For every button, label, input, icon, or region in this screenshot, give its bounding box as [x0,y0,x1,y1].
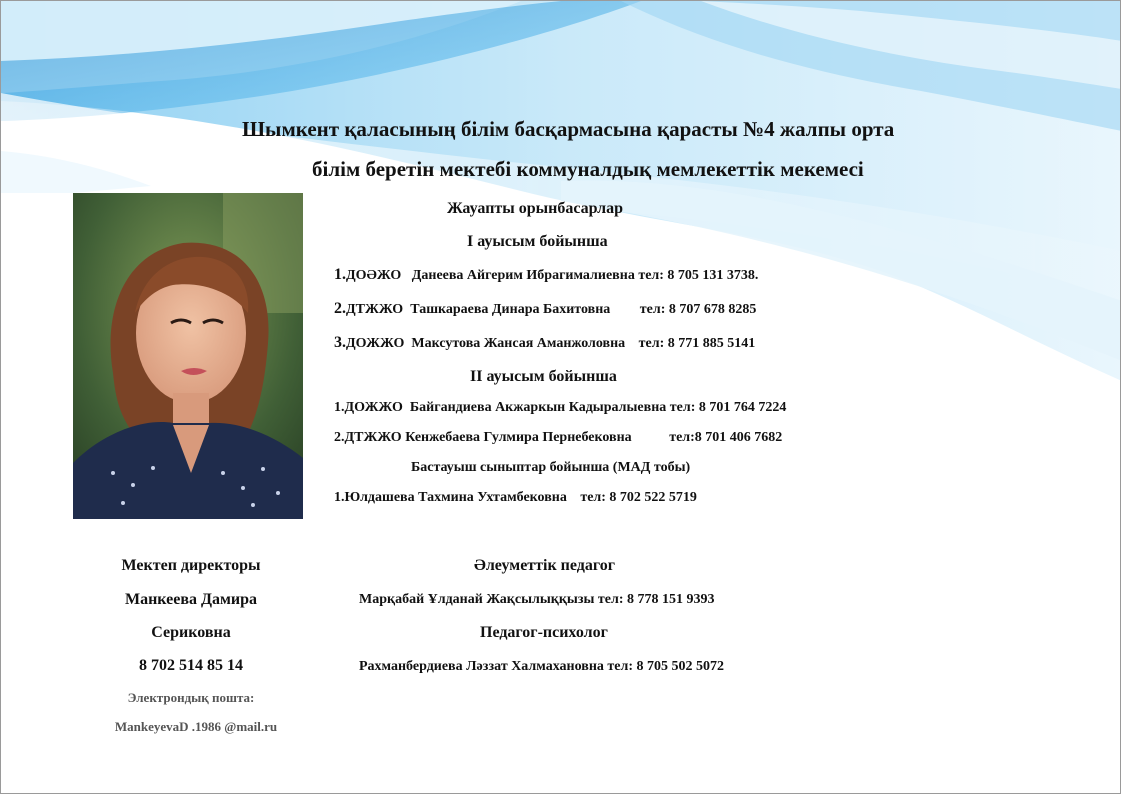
item-number: 3. [334,334,346,351]
director-phone: 8 702 514 85 14 [139,657,243,674]
item-name: Данеева Айгерим Ибрагималиевна [411,268,635,283]
item-position: ДОЖЖО [346,336,405,351]
item-phone: тел: 8 771 885 5141 [638,336,756,351]
item-phone: тел: 8 702 522 5719 [580,490,697,505]
psychologist-line: Рахманбердиева Ләззат Халмахановна тел: 8 705 502 5072 [359,659,724,674]
item-phone: тел: 8 701 764 7224 [669,400,787,415]
social-pedagogue-line: Марқабай Ұлданай Жақсылыққызы тел: 8 778 151 9393 [359,592,715,607]
deputies-heading: Жауапты орынбасарлар [447,200,624,217]
director-heading: Мектеп директоры [121,557,261,574]
item-phone: тел: 8 707 678 8285 [639,302,757,317]
item-name: Кенжебаева Гулмира Пернебековна [405,430,632,445]
school-title-line1: Шымкент қаласының білім басқармасына қарасты №4 жалпы орта [242,117,895,141]
director-name-line1: Манкеева Дамира [124,591,257,608]
item-position: ДТЖЖО [344,430,402,445]
list-item [334,490,697,506]
item-phone: тел: 8 705 131 3738. [638,268,759,283]
item-position: ДОЖЖО [344,400,403,415]
item-position: ДОӘЖО [346,268,402,283]
social-pedagogue-heading: Әлеуметтік педагог [474,557,616,574]
item-name: Ташкараева Динара Бахитовна [410,302,611,317]
director-name-line2: Сериковна [151,624,231,641]
item-number: 2. [334,430,345,445]
item-name: Юлдашева Тахмина Ухтамбековна [344,490,567,505]
psychologist-heading: Педагог-психолог [480,624,608,641]
item-number: 2. [334,300,346,317]
shift2-heading: ІІ ауысым бойынша [470,368,617,385]
item-name: Максутова Жансая Аманжоловна [411,336,626,351]
primary-heading: Бастауыш сыныптар бойынша (МАД тобы) [411,460,691,475]
director-email: MankeyevaD .1986 @mail.ru [114,719,278,734]
item-name: Байгандиева Акжаркын Кадыралыевна [409,400,667,415]
school-title-line2: білім беретін мектебі коммуналдық мемлекеттік мекемесі [312,157,864,181]
list-item [334,400,786,416]
list-item [334,266,758,284]
item-number: 1. [334,266,346,283]
email-label: Электрондық пошта: [127,690,255,705]
list-item [334,430,782,446]
item-phone: тел:8 701 406 7682 [669,430,783,445]
item-number: 1. [334,400,345,415]
list-item [334,334,755,352]
item-number: 1. [334,490,345,505]
item-position: ДТЖЖО [346,302,404,317]
director-photo [73,193,303,519]
shift1-heading: І ауысым бойынша [467,233,608,250]
list-item [334,300,756,318]
